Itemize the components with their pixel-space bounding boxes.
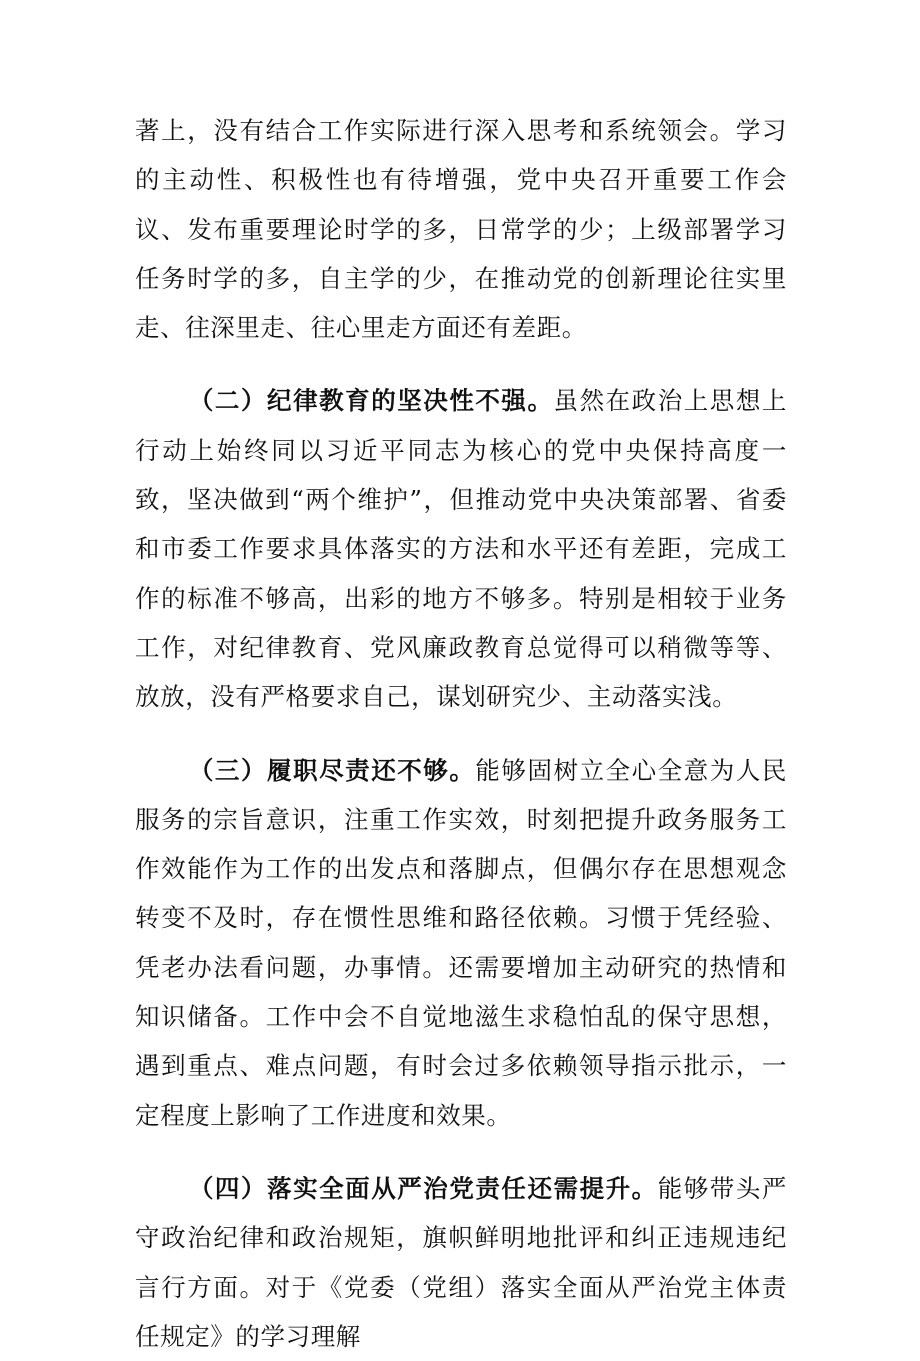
paragraph-section-3: [135, 746, 787, 1140]
section-heading-2: （二）纪律教育的坚决性不强。: [188, 386, 554, 416]
paragraph-section-4: [135, 1164, 787, 1361]
paragraph-text: 虽然在政治上思想上行动上始终同以习近平同志为核心的党中央保持高度一致，坚决做到“两个维护”，但推动党中央决策部署、省委和市委工作要求具体落实的方法和水平还有差距，完成工作的标准不够高，出彩的地方不够多。特别是相较于业务工作，对纪律教育、党风廉政教育总觉得可以稍微等等、放放，没有严格要求自己，谋划研究少、主动落实浅。: [135, 386, 787, 712]
paragraph-continuation: [135, 106, 787, 352]
section-heading-4: （四）落实全面从严治党责任还需提升。: [188, 1173, 658, 1203]
section-heading-3: （三）履职尽责还不够。: [188, 755, 476, 785]
paragraph-section-2: [135, 376, 787, 721]
paragraph-text: 能够带头严守政治纪律和政治规矩，旗帜鲜明地批评和纠正违规违纪言行方面。对于《党委（党组）落实全面从严治党主体责任规定》的学习理解: [135, 1173, 787, 1351]
paragraph-text: 著上，没有结合工作实际进行深入思考和系统领会。学习的主动性、积极性也有待增强，党中央召开重要工作会议、发布重要理论时学的多，日常学的少；上级部署学习任务时学的多，自主学的少，在推动党的创新理论往实里走、往深里走、往心里走方面还有差距。: [135, 116, 787, 343]
document-body: [135, 106, 787, 1361]
paragraph-text: 能够固树立全心全意为人民服务的宗旨意识，注重工作实效，时刻把提升政务服务工作效能作为工作的出发点和落脚点，但偶尔存在思想观念转变不及时，存在惯性思维和路径依赖。习惯于凭经验、凭老办法看问题，办事情。还需要增加主动研究的热情和知识储备。工作中会不自觉地滋生求稳怕乱的保守思想，遇到重点、难点问题，有时会过多依赖领导指示批示，一定程度上影响了工作进度和效果。: [135, 755, 787, 1130]
